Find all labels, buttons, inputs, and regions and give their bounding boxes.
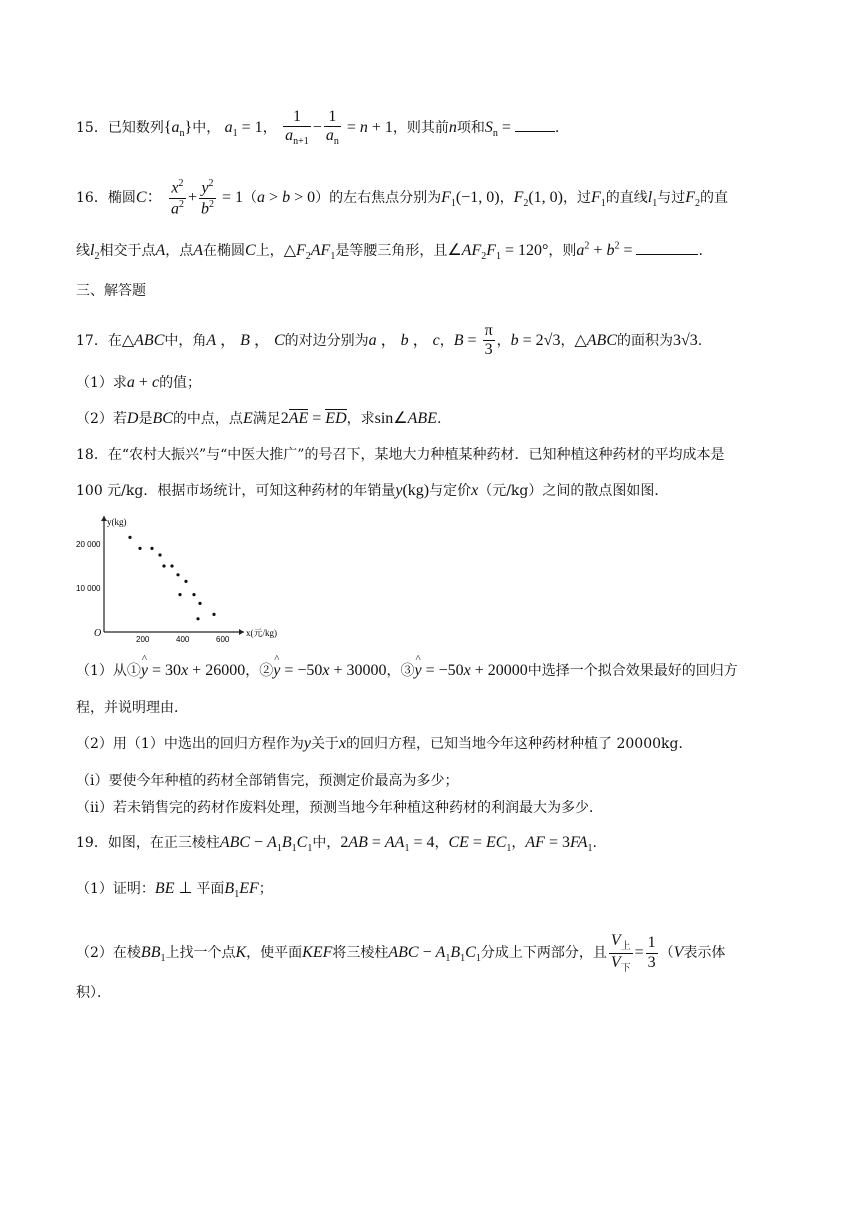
question-18-line2: 100 元/kg．根据市场统计，可知这种药材的年销量y(kg)与定价x（元/kg）之间的散点图如图． — [76, 482, 669, 499]
text: （元/kg）之间的散点图如图． — [478, 483, 669, 499]
text: （1）证明： — [76, 881, 155, 897]
text: 中选择一个拟合效果最好的回归方 — [527, 663, 738, 679]
answer-blank — [636, 254, 698, 255]
text: ，点 — [165, 243, 194, 259]
text: 已知数列 — [107, 120, 164, 137]
text: 在椭圆 — [203, 243, 246, 259]
question-19-part1: （1）证明：BE ⊥ 平面$B_1EF$； — [76, 880, 273, 901]
text: 线 — [76, 243, 90, 259]
data-point — [178, 593, 181, 596]
y-axis-label: y(kg) — [107, 517, 127, 527]
text: ， — [499, 190, 514, 207]
scatter-plot — [76, 512, 286, 644]
y-tick-label: 20 000 — [76, 540, 101, 549]
data-point — [198, 602, 201, 605]
text: 中，角 — [164, 332, 207, 349]
x-axis-arrow — [239, 629, 244, 635]
text: 分成上下两部分，且 — [480, 945, 607, 962]
question-18-part2: （2）用（1）中选出的回归方程作为y关于x的回归方程，已知当地今年这种药材种植了 20000kg． — [76, 735, 693, 752]
text: 相交于点 — [99, 243, 156, 259]
math-a1: $a_1 = 1$ — [224, 119, 263, 140]
text: ，则 — [548, 243, 577, 259]
text: 程，并说明理由． — [76, 700, 188, 716]
text: （ⅱ）若未销售完的药材作废料处理，预测当地今年种植这种药材的利润最大为多少． — [76, 800, 603, 816]
text: （ — [243, 190, 258, 207]
text: 在 — [107, 332, 122, 349]
text: 的中点，点 — [172, 411, 243, 427]
x-axis-label: x(元/kg) — [246, 628, 277, 638]
text: （2）在棱 — [76, 945, 141, 962]
fraction: $\frac{\pi}{3}$ — [484, 322, 493, 359]
question-19: 19．如图，在正三棱柱ABC − $A_1B_1C_1$中，$2AB = AA_1 = 4$，CE = $EC_1$，AF = $3FA_1$. — [76, 834, 597, 855]
data-point — [196, 617, 199, 620]
text: （2）用（1）中选出的回归方程作为 — [76, 736, 304, 752]
text: 椭圆 — [107, 190, 136, 207]
text: 满足 — [252, 411, 281, 427]
text: 上， — [255, 243, 284, 259]
question-18-sub2 — [76, 797, 603, 817]
text: ，② — [245, 663, 274, 679]
text: 是等腰三角形，且 — [335, 243, 448, 259]
data-points — [128, 536, 215, 621]
axes — [76, 516, 277, 644]
data-point — [128, 536, 131, 539]
data-point — [150, 547, 153, 550]
text: ，使平面 — [246, 945, 303, 962]
data-point — [176, 573, 179, 576]
question-18-part1-line2 — [76, 697, 188, 717]
text: 中， — [192, 120, 221, 137]
text: 是 — [138, 411, 153, 427]
question-16-line2: 线$l_2$相交于点A，点A在椭圆C上，$\triangle F_2AF_1$是等腰三角形，且$\angle AF_2F_1 = 120^\circ$，则$a^2 + b^2$ = . — [76, 240, 703, 263]
question-number: 18． — [76, 447, 108, 463]
data-point — [212, 613, 215, 616]
text: ，③ — [386, 663, 415, 679]
question-16: 16．椭圆C： $\frac{x^2}{a^2}$ + $\frac{y^2}{b^2}$ = 1（a > b > 0）的左右焦点分别为$F_1(-1$, 0)，$F_2(1$, 0)，过$F_1$的直线$l_1$与过$F_2$的直 — [76, 178, 729, 218]
x-tick-label: 400 — [176, 635, 190, 644]
text: 积）． — [76, 985, 111, 1001]
text: （2）若 — [76, 411, 127, 427]
text: ， — [439, 332, 454, 349]
text: ，过 — [563, 190, 591, 207]
question-17: 17．在△ABC中，角A ， B ， C的对边分别为a ， b ， c，B = $\frac{\pi}{3}$ ，b = 2√3，△ABC的面积为3√3. — [76, 322, 703, 359]
text: ，则其前 — [392, 120, 449, 137]
data-point — [158, 553, 161, 556]
text: ， — [434, 835, 449, 851]
text: 100 元/kg．根据市场统计，可知这种药材的年销量 — [76, 483, 396, 499]
question-number: 16． — [76, 190, 108, 207]
origin-label: O — [94, 628, 102, 639]
text: （1）从① — [76, 663, 141, 679]
question-18 — [76, 444, 724, 464]
fraction: $\frac{x^2}{a^2}$ — [170, 178, 184, 218]
text: 项和 — [456, 120, 485, 137]
data-point — [162, 564, 165, 567]
fraction: $\frac{1}{a_{n+1}}$ — [285, 108, 309, 148]
text: ， — [496, 332, 511, 349]
data-point — [170, 564, 173, 567]
question-19-part2-line2 — [76, 982, 111, 1002]
text: ， — [560, 332, 575, 349]
section-heading: 三、解答题 — [76, 283, 146, 299]
text: （ — [659, 945, 674, 962]
x-tick-label: 600 — [216, 635, 230, 644]
text: 的值； — [159, 375, 202, 391]
question-number: 19． — [76, 835, 108, 851]
question-17-part1: （1）求a + c的值； — [76, 374, 202, 391]
text: 平面 — [196, 881, 225, 897]
fraction: $\frac{1}{a_n}$ — [325, 108, 339, 148]
question-number: 17． — [76, 332, 108, 349]
question-18-sub1 — [76, 770, 458, 790]
text: （1）求 — [76, 375, 127, 391]
text: 的回归方程，已知当地今年这种药材种植了 20000kg． — [346, 736, 693, 752]
question-19-part2: （2）在棱$BB_1$上找一个点K，使平面KEF将三棱柱ABC − $A_1B_1C_1$分成上下两部分，且 $\frac{V_上}{V_下}$ = $\frac{1}{3}$ （V表示体 — [76, 932, 726, 974]
data-point — [184, 580, 187, 583]
text: （ⅰ）要使今年种植的药材全部销售完，预测定价最高为多少； — [76, 773, 459, 789]
text: 上找一个点 — [165, 945, 236, 962]
question-17-part2: （2）若D是BC的中点，点E满足2AE = ED，求sin∠ABE. — [76, 410, 442, 427]
text: 的直 — [700, 190, 729, 207]
text: 关于 — [310, 736, 339, 752]
math-sequence: $\{a_n\}$ — [163, 119, 193, 140]
text: 的面积为 — [617, 332, 673, 349]
fraction: $\frac{y^2}{b^2}$ — [201, 178, 214, 218]
question-15: 15．已知数列$\{a_n\}$中， $a_1 = 1$， $\frac{1}{a_{n+1}}$ − $\frac{1}{a_n}$ = n + 1，则其前n项和$S_n$ = . — [76, 108, 560, 148]
fraction: $\frac{1}{3}$ — [647, 934, 656, 971]
answer-blank — [515, 131, 555, 132]
text: 与过 — [657, 190, 686, 207]
text: 在“农村大振兴”与“中医大推广”的号召下，某地大力种植某种药材．已知种植这种药材的平均成本是 — [107, 447, 725, 463]
text: 的对边分别为 — [284, 332, 369, 349]
text: 的直线 — [605, 190, 648, 207]
text: 表示体 — [683, 945, 726, 962]
question-number: 15． — [76, 120, 108, 137]
x-tick-label: 200 — [136, 635, 150, 644]
text: ， — [511, 835, 526, 851]
y-tick-label: 10 000 — [76, 584, 101, 593]
text: ，求 — [346, 411, 375, 427]
fraction: $\frac{V_上}{V_下}$ — [610, 932, 631, 974]
text: 中， — [312, 835, 341, 851]
text: ， — [262, 120, 277, 137]
question-18-part1: （1）从①^ y = 30x + 26000，②^ y = −50x + 30000，③^ y = −50x + 20000中选择一个拟合效果最好的回归方 — [76, 660, 738, 680]
data-point — [192, 593, 195, 596]
data-point — [138, 547, 141, 550]
text: 与定价 — [429, 483, 472, 499]
text: ）的左右焦点分别为 — [315, 190, 442, 207]
text: 如图，在正三棱柱 — [107, 835, 220, 851]
text: 将三棱柱 — [332, 945, 389, 962]
